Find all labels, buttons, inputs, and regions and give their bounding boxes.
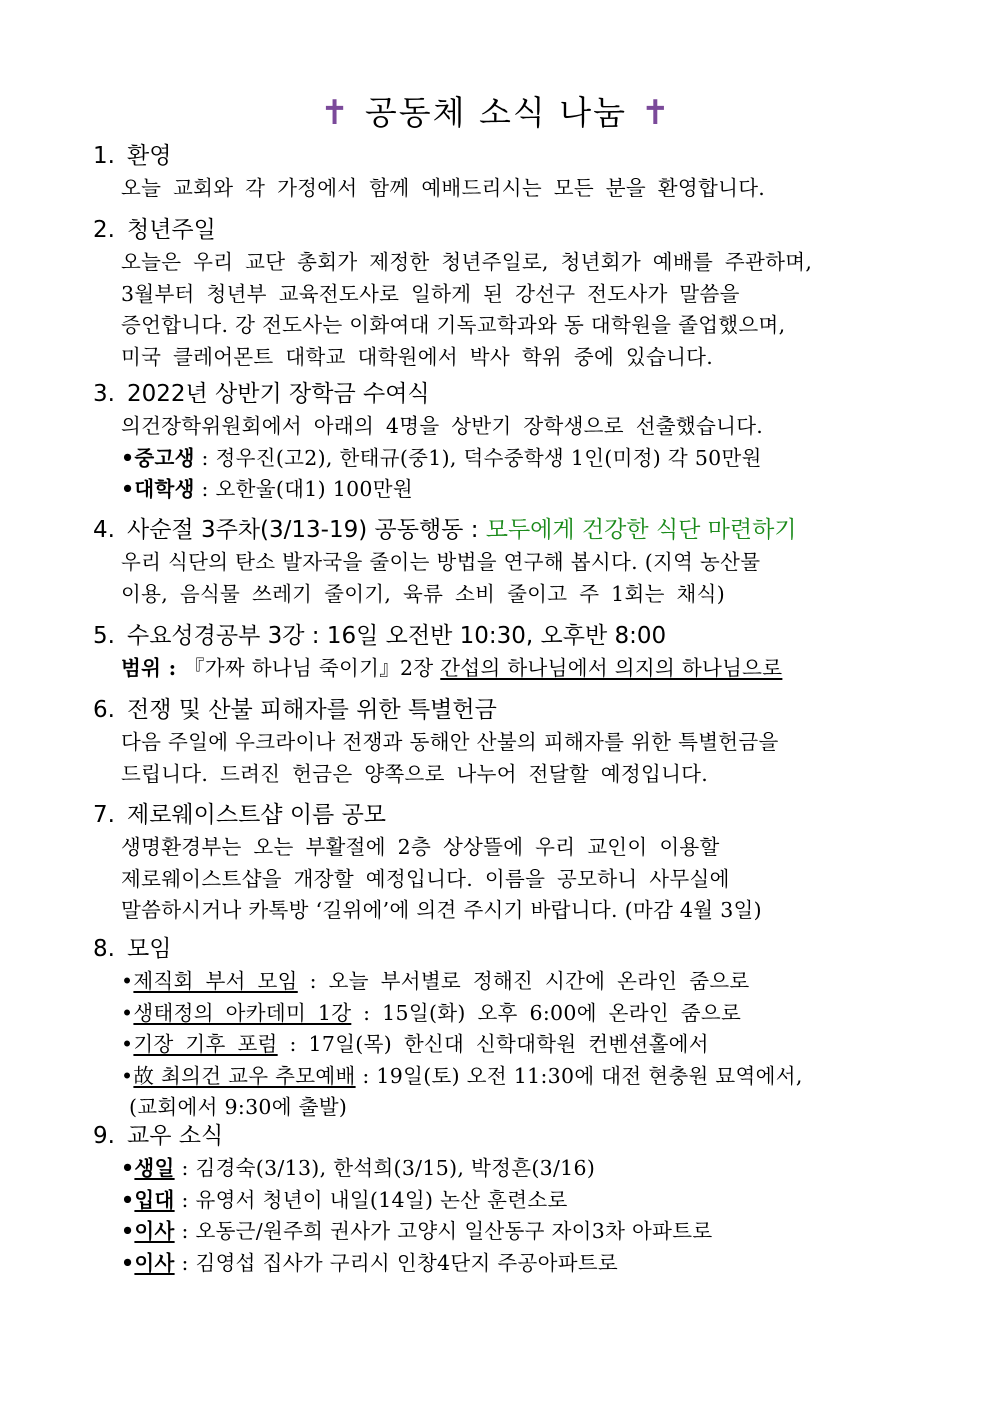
meeting-text: : 15일(화) 오후 6:00에 온라인 줌으로: [351, 1000, 742, 1025]
section-number: 2.: [93, 217, 115, 243]
section-title: 전쟁 및 산불 피해자를 위한 특별헌금: [127, 697, 497, 723]
bullet-dot: •: [121, 1187, 135, 1212]
bullet-dot: •: [121, 1219, 135, 1243]
section-number: 7.: [93, 802, 115, 828]
news-text: : 김경숙(3/13), 한석희(3/15), 박정흔(3/16): [174, 1156, 596, 1180]
page-title: [0, 90, 992, 136]
section-youth-sunday: [93, 214, 913, 373]
body-line: 오늘은 우리 교단 총회가 제정한 청년주일로, 청년회가 예배를 주관하며,: [121, 250, 813, 274]
section-scholarship: [93, 378, 913, 506]
section-heading: [93, 799, 913, 832]
section-body: [121, 247, 913, 373]
bullet-label: 중고생: [134, 445, 195, 470]
section-heading: [93, 933, 913, 966]
meeting-label: 생태정의 아카데미 1강: [133, 1000, 352, 1025]
body-line: 미국 클레어몬트 대학교 대학원에서 박사 학위 중에 있습니다.: [121, 344, 714, 369]
section-body: [121, 411, 913, 506]
meeting-label: 故 최의건 교우 추모예배: [133, 1063, 356, 1088]
section-body: [121, 727, 913, 790]
body-line: [121, 653, 913, 685]
section-title: 청년주일: [127, 217, 216, 243]
body-line: 말씀하시거나 카톡방 ‘길위에’에 의견 주시기 바랍니다. (마감 4월 3일): [121, 898, 762, 922]
section-special-offering: [93, 694, 913, 790]
section-highlight: 모두에게 건강한 식단 마련하기: [485, 517, 797, 543]
section-number: 9.: [93, 1123, 115, 1149]
news-text: : 오동근/원주희 권사가 고양시 일산동구 자이3차 아파트로: [174, 1219, 713, 1243]
section-title: 환영: [127, 143, 172, 169]
section-heading: [93, 620, 913, 653]
section-number: 6.: [93, 697, 115, 723]
section-heading: [93, 694, 913, 727]
section-body: [121, 173, 913, 205]
meeting-label: 기장 기후 포럼: [133, 1032, 278, 1056]
bullet-dot: •: [121, 1250, 135, 1275]
section-number: 5.: [93, 623, 115, 649]
scholarship-bullet: [121, 443, 913, 475]
section-heading: [93, 214, 913, 247]
meeting-label: 제직회 부서 모임: [133, 969, 298, 993]
body-line: 오늘 교회와 각 가정에서 함께 예배드리시는 모든 분을 환영합니다.: [121, 176, 766, 200]
bullet-label: 대학생: [134, 477, 195, 501]
range-chapter: 간섭의 하나님에서 의지의 하나님으로: [440, 656, 783, 680]
news-item: [121, 1185, 913, 1217]
body-line: 다음 주일에 우크라이나 전쟁과 동해안 산불의 피해자를 위한 특별헌금을: [121, 730, 779, 754]
news-item: [121, 1248, 913, 1280]
section-lent-action: [93, 514, 913, 610]
news-text: : 김영섭 집사가 구리시 인창4단지 주공아파트로: [174, 1250, 619, 1275]
cross-icon: ✝: [320, 93, 351, 133]
news-label: 생일: [134, 1156, 175, 1180]
range-book: 『가짜 하나님 죽이기』2장: [183, 656, 441, 680]
meeting-extra: (교회에서 9:30에 출발): [129, 1095, 348, 1119]
meeting-text: : 오늘 부서별로 정해진 시간에 온라인 줌으로: [297, 969, 750, 993]
section-heading: [93, 378, 913, 411]
body-line: 3월부터 청년부 교육전도사로 일하게 된 강선구 전도사가 말씀을: [121, 281, 740, 306]
meeting-item: [121, 998, 913, 1030]
body-line: 우리 식단의 탄소 발자국을 줄이는 방법을 연구해 봅시다. (지역 농산물: [121, 550, 761, 574]
section-body: [121, 547, 913, 610]
section-bible-study: [93, 620, 913, 685]
body-line: 증언합니다. 강 전도사는 이화여대 기독교학과와 동 대학원을 졸업했으며,: [121, 313, 786, 337]
meeting-item: [121, 1029, 913, 1061]
body-line: 제로웨이스트샵을 개장할 예정입니다. 이름을 공모하니 사무실에: [121, 866, 730, 891]
bullet-dot: •: [121, 445, 135, 470]
bullet-dot: •: [121, 1156, 135, 1180]
bullet-text: : 정우진(고2), 한태규(중1), 덕수중학생 1인(미정) 각 50만원: [194, 445, 762, 470]
section-body: [121, 966, 913, 1124]
section-title: 수요성경공부 3강 : 16일 오전반 10:30, 오후반 8:00: [127, 623, 667, 649]
body-line: 이용, 음식물 쓰레기 줄이기, 육류 소비 줄이고 주 1회는 채식): [121, 581, 725, 606]
section-number: 4.: [93, 517, 115, 543]
news-text: : 유영서 청년이 내일(14일) 논산 훈련소로: [174, 1187, 568, 1212]
bullet-dot: •: [121, 477, 135, 501]
bullet-dot: •: [121, 1032, 134, 1056]
section-title: 사순절 3주차(3/13-19) 공동행동 :: [127, 517, 486, 543]
news-label: 이사: [134, 1250, 175, 1275]
bullet-dot: •: [121, 1000, 134, 1025]
news-item: [121, 1216, 913, 1248]
section-title: 2022년 상반기 장학금 수여식: [127, 381, 430, 407]
section-heading: [93, 1120, 913, 1153]
news-label: 이사: [134, 1219, 175, 1243]
body-line: 생명환경부는 오는 부활절에 2층 상상뜰에 우리 교인이 이용할: [121, 835, 720, 859]
meeting-text: : 17일(목) 한신대 신학대학원 컨벤션홀에서: [277, 1032, 709, 1056]
body-line: 의건장학위원회에서 아래의 4명을 상반기 장학생으로 선출했습니다.: [121, 414, 764, 438]
section-meetings: [93, 933, 913, 1124]
section-title: 제로웨이스트샵 이름 공모: [127, 802, 387, 828]
news-label: 입대: [134, 1187, 175, 1212]
section-zero-waste: [93, 799, 913, 927]
cross-icon: ✝: [641, 93, 672, 133]
bullet-text: : 오한울(대1) 100만원: [194, 477, 413, 501]
news-item: [121, 1153, 913, 1185]
section-heading: [93, 140, 913, 173]
bullet-dot: •: [121, 1063, 134, 1088]
meeting-text: : 19일(토) 오전 11:30에 대전 현충원 묘역에서,: [355, 1063, 803, 1088]
section-title: 교우 소식: [127, 1123, 224, 1149]
scholarship-bullet: [121, 474, 913, 506]
section-body: [121, 832, 913, 927]
meeting-item: [121, 1061, 913, 1093]
section-member-news: [93, 1120, 913, 1279]
section-body: [121, 653, 913, 685]
section-number: 8.: [93, 936, 115, 962]
range-label: 범위 :: [121, 656, 184, 680]
section-body: [121, 1153, 913, 1279]
section-welcome: [93, 140, 913, 205]
section-number: 3.: [93, 381, 115, 407]
bullet-dot: •: [121, 969, 134, 993]
section-heading: [93, 514, 913, 547]
meeting-item: [121, 966, 913, 998]
section-number: 1.: [93, 143, 115, 169]
section-title: 모임: [127, 936, 172, 962]
body-line: 드립니다. 드려진 헌금은 양쪽으로 나누어 전달할 예정입니다.: [121, 761, 709, 786]
title-text: 공동체 소식 나눔: [364, 93, 628, 132]
